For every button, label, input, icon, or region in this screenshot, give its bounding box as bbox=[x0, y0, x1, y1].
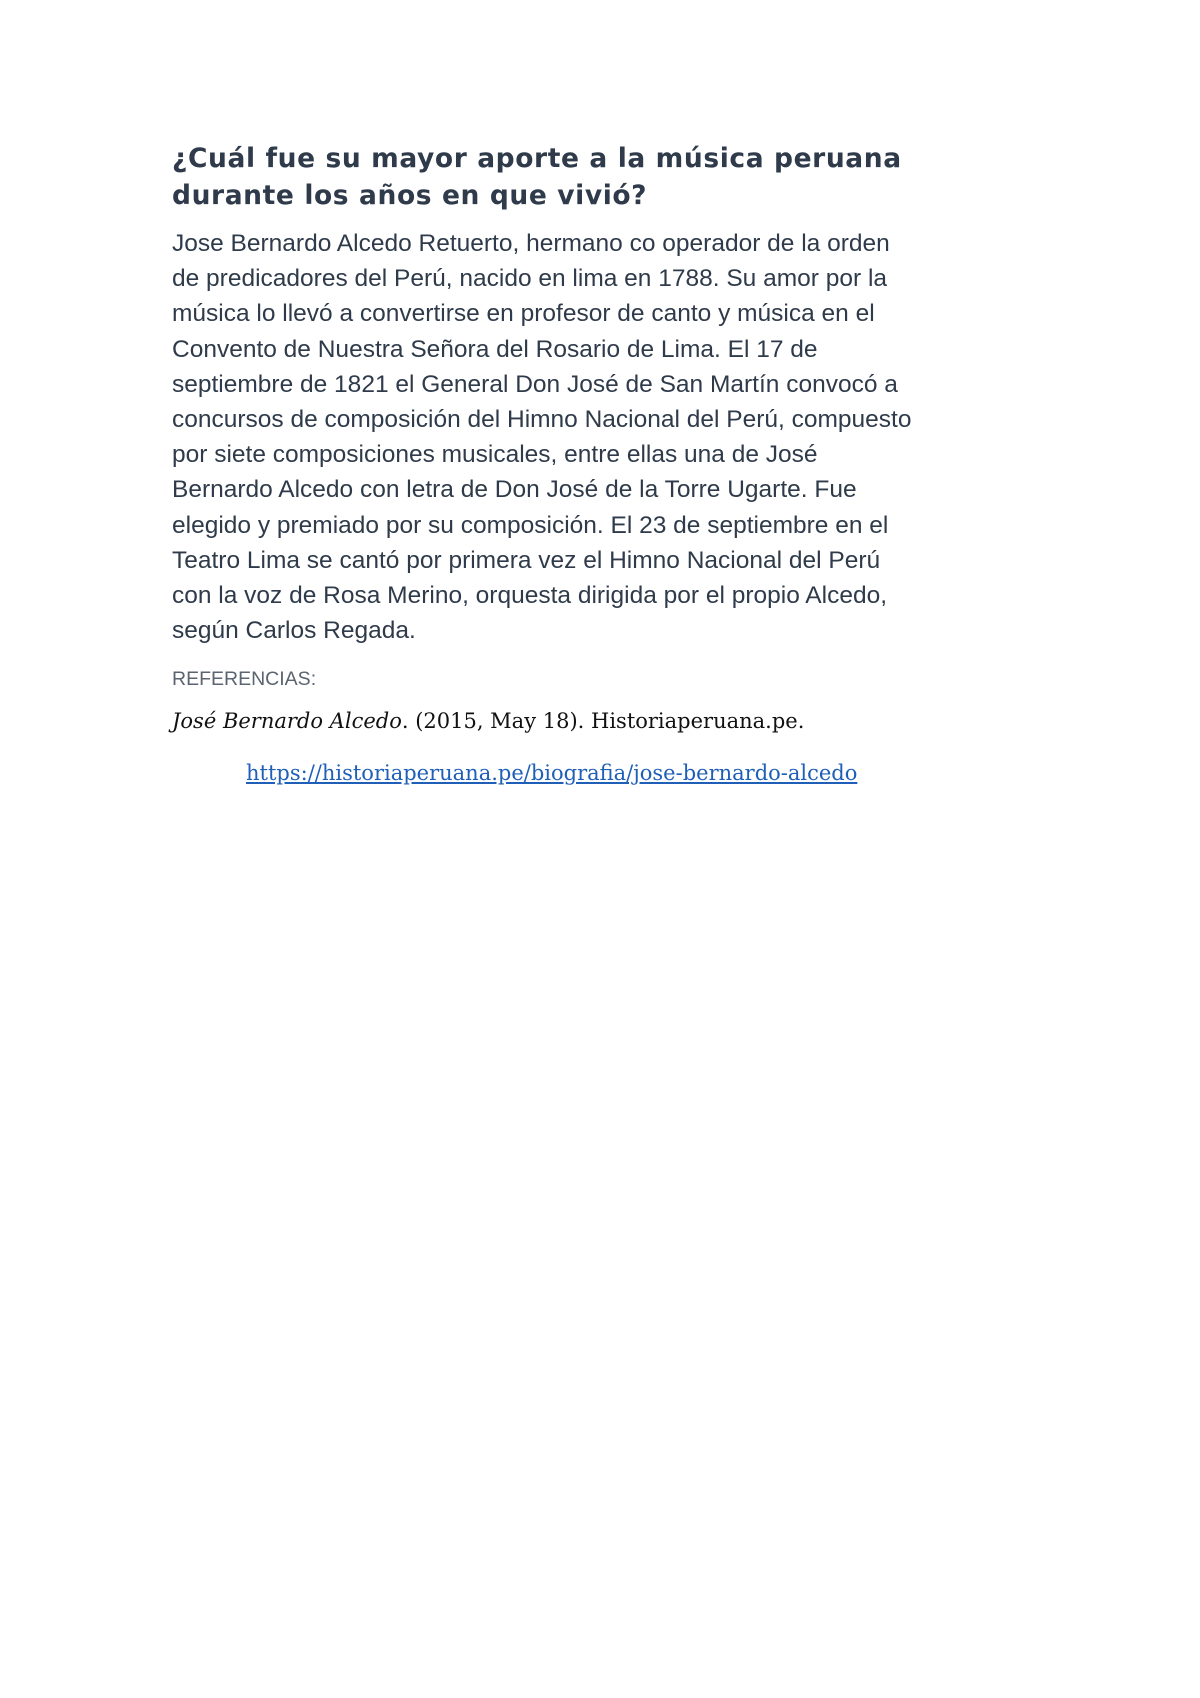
paragraph-line: septiembre de 1821 el General Don José de San Martín convocó a bbox=[172, 370, 898, 398]
page-title bbox=[172, 140, 1052, 214]
title-line: durante los años en que vivió? bbox=[172, 180, 648, 211]
paragraph-line: Teatro Lima se cantó por primera vez el Himno Nacional del Perú bbox=[172, 546, 881, 574]
paragraph-line: Convento de Nuestra Señora del Rosario de Lima. El 17 de bbox=[172, 335, 818, 363]
references-label: REFERENCIAS: bbox=[172, 668, 317, 691]
paragraph-line: según Carlos Regada. bbox=[172, 617, 416, 645]
paragraph-line: música lo llevó a convertirse en profesor de canto y música en el bbox=[172, 300, 875, 328]
body-paragraph bbox=[172, 226, 1052, 648]
paragraph-line: elegido y premiado por su composición. El 23 de septiembre en el bbox=[172, 511, 889, 539]
citation-details: . (2015, May 18). Historiaperuana.pe. bbox=[401, 709, 805, 734]
paragraph-line: concursos de composición del Himno Nacional del Perú, compuesto bbox=[172, 406, 912, 434]
citation-title: José Bernardo Alcedo bbox=[172, 709, 402, 734]
paragraph-line: Bernardo Alcedo con letra de Don José de la Torre Ugarte. Fue bbox=[172, 476, 857, 504]
title-line: ¿Cuál fue su mayor aporte a la música peruana bbox=[172, 143, 902, 174]
paragraph-line: con la voz de Rosa Merino, orquesta dirigida por el propio Alcedo, bbox=[172, 582, 887, 610]
paragraph-line: Jose Bernardo Alcedo Retuerto, hermano co operador de la orden bbox=[172, 230, 890, 257]
citation-link[interactable]: https://historiaperuana.pe/biografia/jose-bernardo-alcedo bbox=[246, 761, 858, 786]
citation-entry bbox=[172, 706, 1052, 736]
paragraph-line: de predicadores del Perú, nacido en lima en 1788. Su amor por la bbox=[172, 265, 888, 293]
paragraph-line: por siete composiciones musicales, entre ellas una de José bbox=[172, 441, 818, 469]
document-content bbox=[172, 140, 1052, 788]
